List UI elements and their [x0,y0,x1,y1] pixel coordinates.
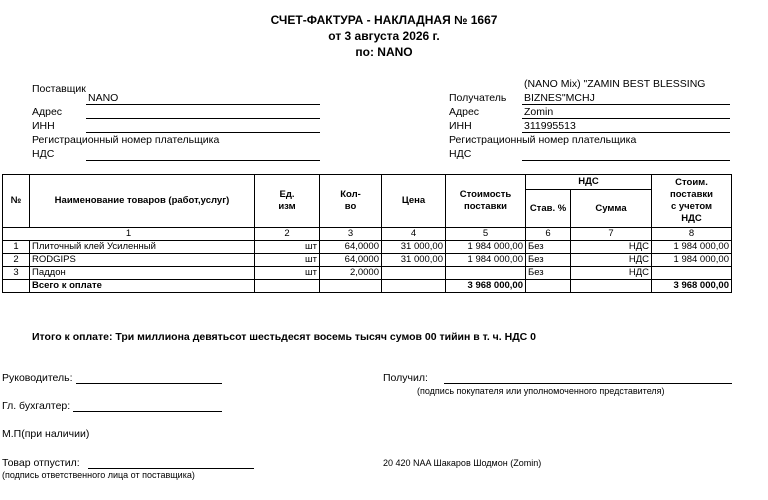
header-total [652,175,732,228]
header-total-line2: поставки [669,189,714,200]
row-num: 2 [3,254,30,267]
row-qty: 2,0000 [320,267,382,280]
accountant-signature-line [73,411,222,412]
table-row [3,241,732,254]
total-row-unit [255,280,320,293]
supplier-address-label: Адрес [32,106,63,118]
total-row-sum [571,280,652,293]
row-qty: 64,0000 [320,241,382,254]
recipient-name-line [522,104,730,105]
document-title: СЧЕТ-ФАКТУРА - НАКЛАДНАЯ № 1667 [270,13,498,27]
recipient-inn-line [522,132,730,133]
recipient-inn: 311995513 [524,120,576,132]
document-by: по: NANO [355,45,413,59]
row-unit: шт [255,241,320,254]
received-note: (подпись покупателя или уполномоченного представителя) [417,386,665,396]
row-cost: 1 984 000,00 [446,254,526,267]
header-unit-line1: Ед. [279,189,295,200]
header-sum: Сумма [571,190,652,228]
row-unit: шт [255,267,320,280]
row-sum: НДС [571,254,652,267]
supplier-name-line [86,104,320,105]
recipient-name-line1: (NANO Mix) "ZAMIN BEST BLESSING [524,78,706,90]
column-number-row [3,228,732,241]
header-unit [255,175,320,228]
table-header-row [3,175,732,190]
header-unit-line2: изм [278,201,296,212]
invoice-table [2,174,732,293]
header-price: Цена [382,175,446,228]
column-number: 5 [446,228,526,241]
table-row [3,254,732,267]
header-name: Наименование товаров (работ,услуг) [30,175,255,228]
column-number: 3 [320,228,382,241]
payment-summary: Итого к оплате: Три миллиона девятьсот шестьдесят восемь тысяч сумов 00 тийин в т. ч. НДС 0 [32,331,537,343]
table-row [3,267,732,280]
total-row-price [382,280,446,293]
column-number: 1 [3,228,255,241]
supplier-inn-label: ИНН [32,120,55,132]
header-total-line1: Стоим. [675,177,708,188]
recipient-label: Получатель [449,92,507,104]
row-total: 1 984 000,00 [652,254,732,267]
row-qty: 64,0000 [320,254,382,267]
row-num: 1 [3,241,30,254]
driver-info: 20 420 NAA Шакаров Шодмон (Zomin) [383,458,542,468]
header-total-line3: с учетом [670,201,713,212]
row-total [652,267,732,280]
recipient-name-line2: BIZNES"MCHJ [524,92,595,104]
header-qty-line1: Кол- [340,189,361,200]
row-price: 31 000,00 [382,241,446,254]
total-cost: 3 968 000,00 [446,280,526,293]
header-nds: НДС [526,175,652,190]
row-name: Плиточный клей Усиленный [30,241,255,254]
column-number: 6 [526,228,571,241]
row-sum: НДС [571,267,652,280]
row-total: 1 984 000,00 [652,241,732,254]
accountant-label: Гл. бухгалтер: [2,400,71,412]
header-cost-line1: Стоимость [459,189,512,200]
row-rate: Без [526,241,571,254]
header-cost [446,175,526,228]
row-cost [446,267,526,280]
total-row [3,280,732,293]
recipient-nds-line [522,160,730,161]
row-cost: 1 984 000,00 [446,241,526,254]
column-number: 2 [255,228,320,241]
row-unit: шт [255,254,320,267]
recipient-address: Zomin [524,106,554,118]
total-row-qty [320,280,382,293]
received-signature-line [444,383,732,384]
supplier-reg-label: Регистрационный номер плательщика [32,134,220,146]
document-date: от 3 августа 2026 г. [328,29,440,43]
recipient-address-line [522,118,730,119]
supplier-nds-label: НДС [32,148,55,160]
supplier-nds-line [86,160,320,161]
header-num: № [3,175,30,228]
row-name: RODGIPS [30,254,255,267]
row-rate: Без [526,254,571,267]
released-note: (подпись ответственного лица от поставщика) [2,470,195,480]
manager-signature-line [76,383,222,384]
column-number: 4 [382,228,446,241]
row-price: 31 000,00 [382,254,446,267]
column-number: 8 [652,228,732,241]
row-price [382,267,446,280]
row-rate: Без [526,267,571,280]
recipient-nds-label: НДС [449,148,472,160]
supplier-inn-line [86,132,320,133]
header-cost-line2: поставки [463,201,508,212]
header-rate: Став. % [526,190,571,228]
supplier-name: NANO [88,92,119,104]
total-label: Всего к оплате [30,280,255,293]
header-qty-line2: во [344,201,357,212]
column-number: 7 [571,228,652,241]
row-sum: НДС [571,241,652,254]
header-qty [320,175,382,228]
row-name: Паддон [30,267,255,280]
recipient-inn-label: ИНН [449,120,472,132]
manager-label: Руководитель: [2,372,73,384]
header-total-line4: НДС [681,213,702,224]
received-label: Получил: [383,372,428,384]
released-signature-line [88,468,254,469]
total-row-num [3,280,30,293]
row-num: 3 [3,267,30,280]
recipient-reg-label: Регистрационный номер плательщика [449,134,637,146]
stamp-label: М.П(при наличии) [2,428,90,440]
released-label: Товар отпустил: [2,457,80,469]
total-with-nds: 3 968 000,00 [652,280,732,293]
supplier-address-line [86,118,320,119]
recipient-address-label: Адрес [449,106,480,118]
total-row-rate [526,280,571,293]
supplier-label: Поставщик [32,83,86,95]
